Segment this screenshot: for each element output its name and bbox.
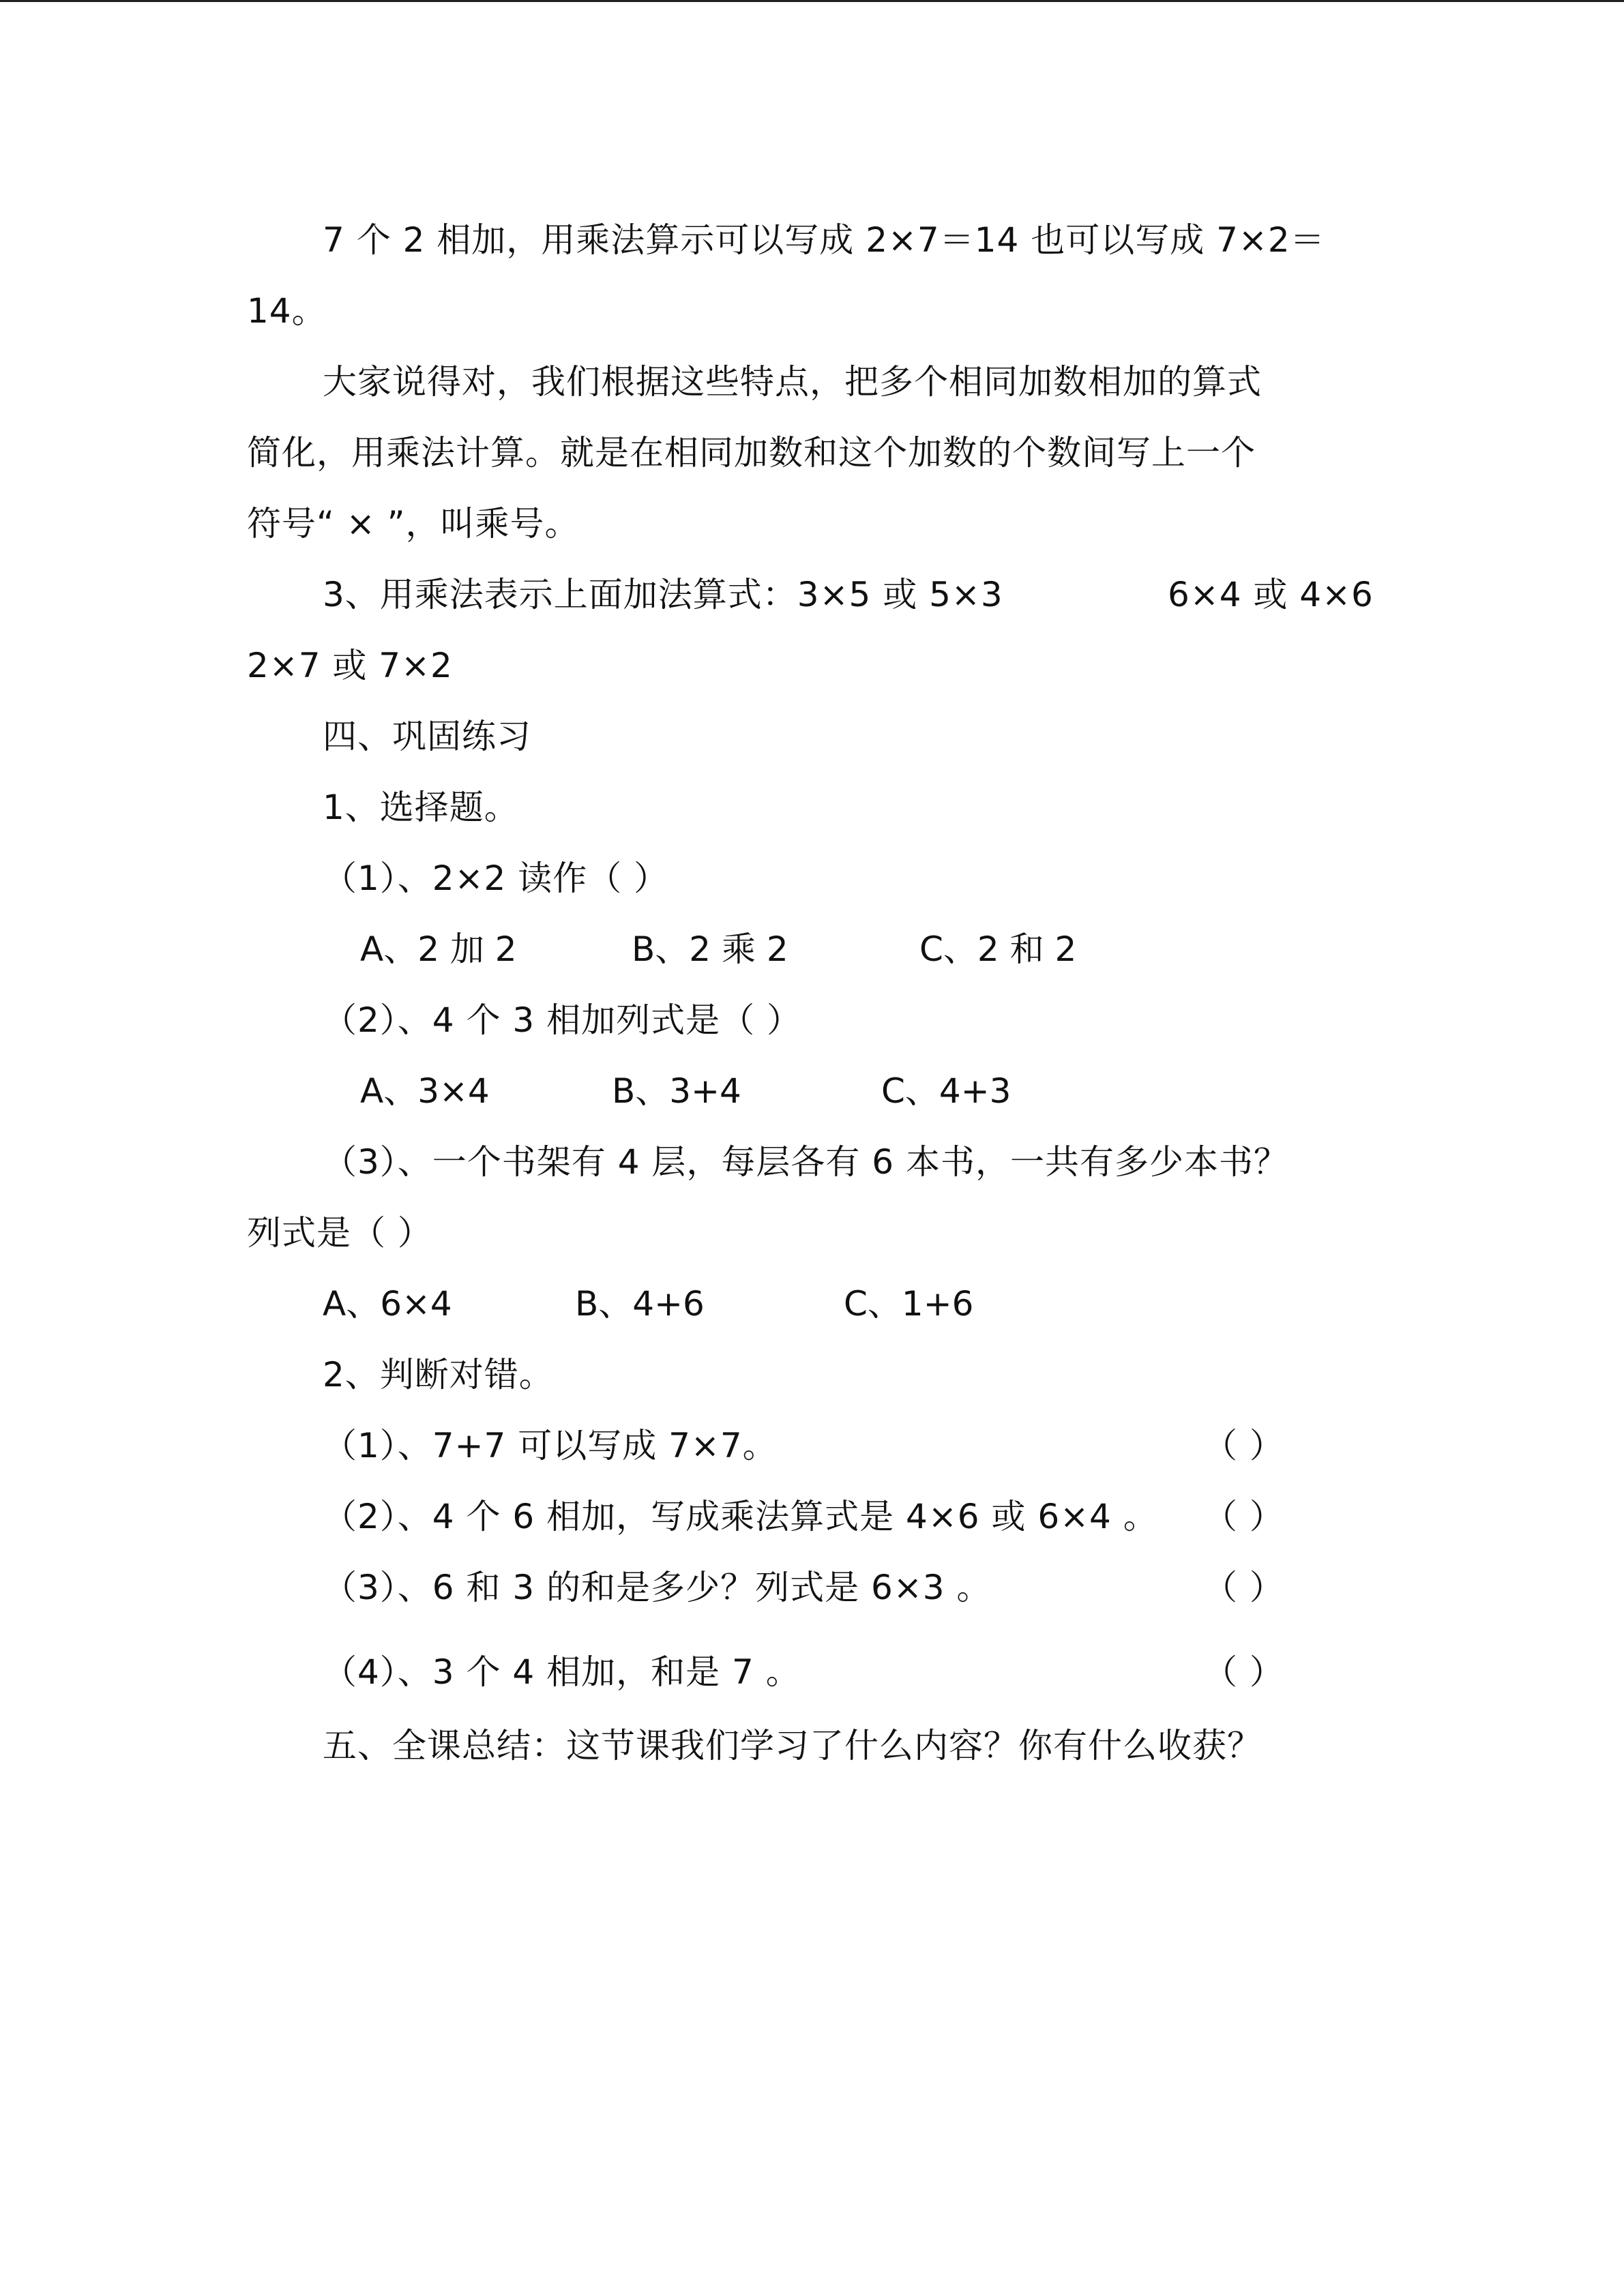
para2-line1: 大家说得对，我们根据这些特点，把多个相同加数相加的算式	[323, 362, 1262, 402]
choice-q2: （2）、4 个 3 相加列式是（ ）	[323, 1000, 802, 1040]
choice-q2-option-a: A、3×4	[360, 1071, 490, 1111]
choice-q3-option-c: C、1+6	[844, 1284, 974, 1324]
para2-line2: 简化，用乘法计算。就是在相同加数和这个加数的个数间写上一个	[247, 433, 1256, 473]
choice-q3-option-b: B、4+6	[575, 1284, 705, 1324]
para1-line1: 7 个 2 相加，用乘法算示可以写成 2×7＝14 也可以写成 7×2＝	[323, 220, 1325, 260]
choice-q3-cont: 列式是（ ）	[247, 1213, 432, 1253]
choice-q3: （3）、一个书架有 4 层，每层各有 6 本书，一共有多少本书？	[323, 1142, 1289, 1182]
choice-q1: （1）、2×2 读作（ ）	[323, 859, 669, 898]
para1-line2: 14。	[247, 291, 327, 331]
judge-item-4-blank: （ ）	[1203, 1652, 1284, 1692]
judge-item-1-blank: （ ）	[1203, 1426, 1284, 1465]
judge-heading: 2、判断对错。	[323, 1355, 554, 1395]
choice-q1-option-a: A、2 加 2	[360, 929, 517, 969]
choice-q1-option-c: C、2 和 2	[919, 929, 1077, 969]
judge-item-4: （4）、3 个 4 相加，和是 7 。	[323, 1652, 801, 1692]
choice-q2-option-c: C、4+3	[881, 1071, 1012, 1111]
section5-summary: 五、全课总结：这节课我们学习了什么内容？你有什么收获？	[323, 1726, 1262, 1765]
para3-line1-b: 6×4 或 4×6	[1168, 575, 1374, 614]
judge-item-1: （1）、7+7 可以写成 7×7。	[323, 1426, 778, 1465]
choice-q3-option-a: A、6×4	[323, 1284, 452, 1324]
para3-line2: 2×7 或 7×2	[247, 646, 453, 685]
para2-line3: 符号“ × ”，叫乘号。	[247, 504, 580, 543]
choice-q2-option-b: B、3+4	[612, 1071, 741, 1111]
section4-heading: 四、巩固练习	[323, 717, 531, 756]
judge-item-3: （3）、6 和 3 的和是多少？列式是 6×3 。	[323, 1568, 992, 1607]
judge-item-3-blank: （ ）	[1203, 1568, 1284, 1607]
judge-item-2: （2）、4 个 6 相加，写成乘法算式是 4×6 或 6×4 。	[323, 1497, 1158, 1536]
choice-heading: 1、选择题。	[323, 788, 519, 827]
choice-q1-option-b: B、2 乘 2	[632, 929, 788, 969]
judge-item-2-blank: （ ）	[1203, 1497, 1284, 1536]
para3-line1-a: 3、用乘法表示上面加法算式：3×5 或 5×3	[323, 575, 1003, 614]
